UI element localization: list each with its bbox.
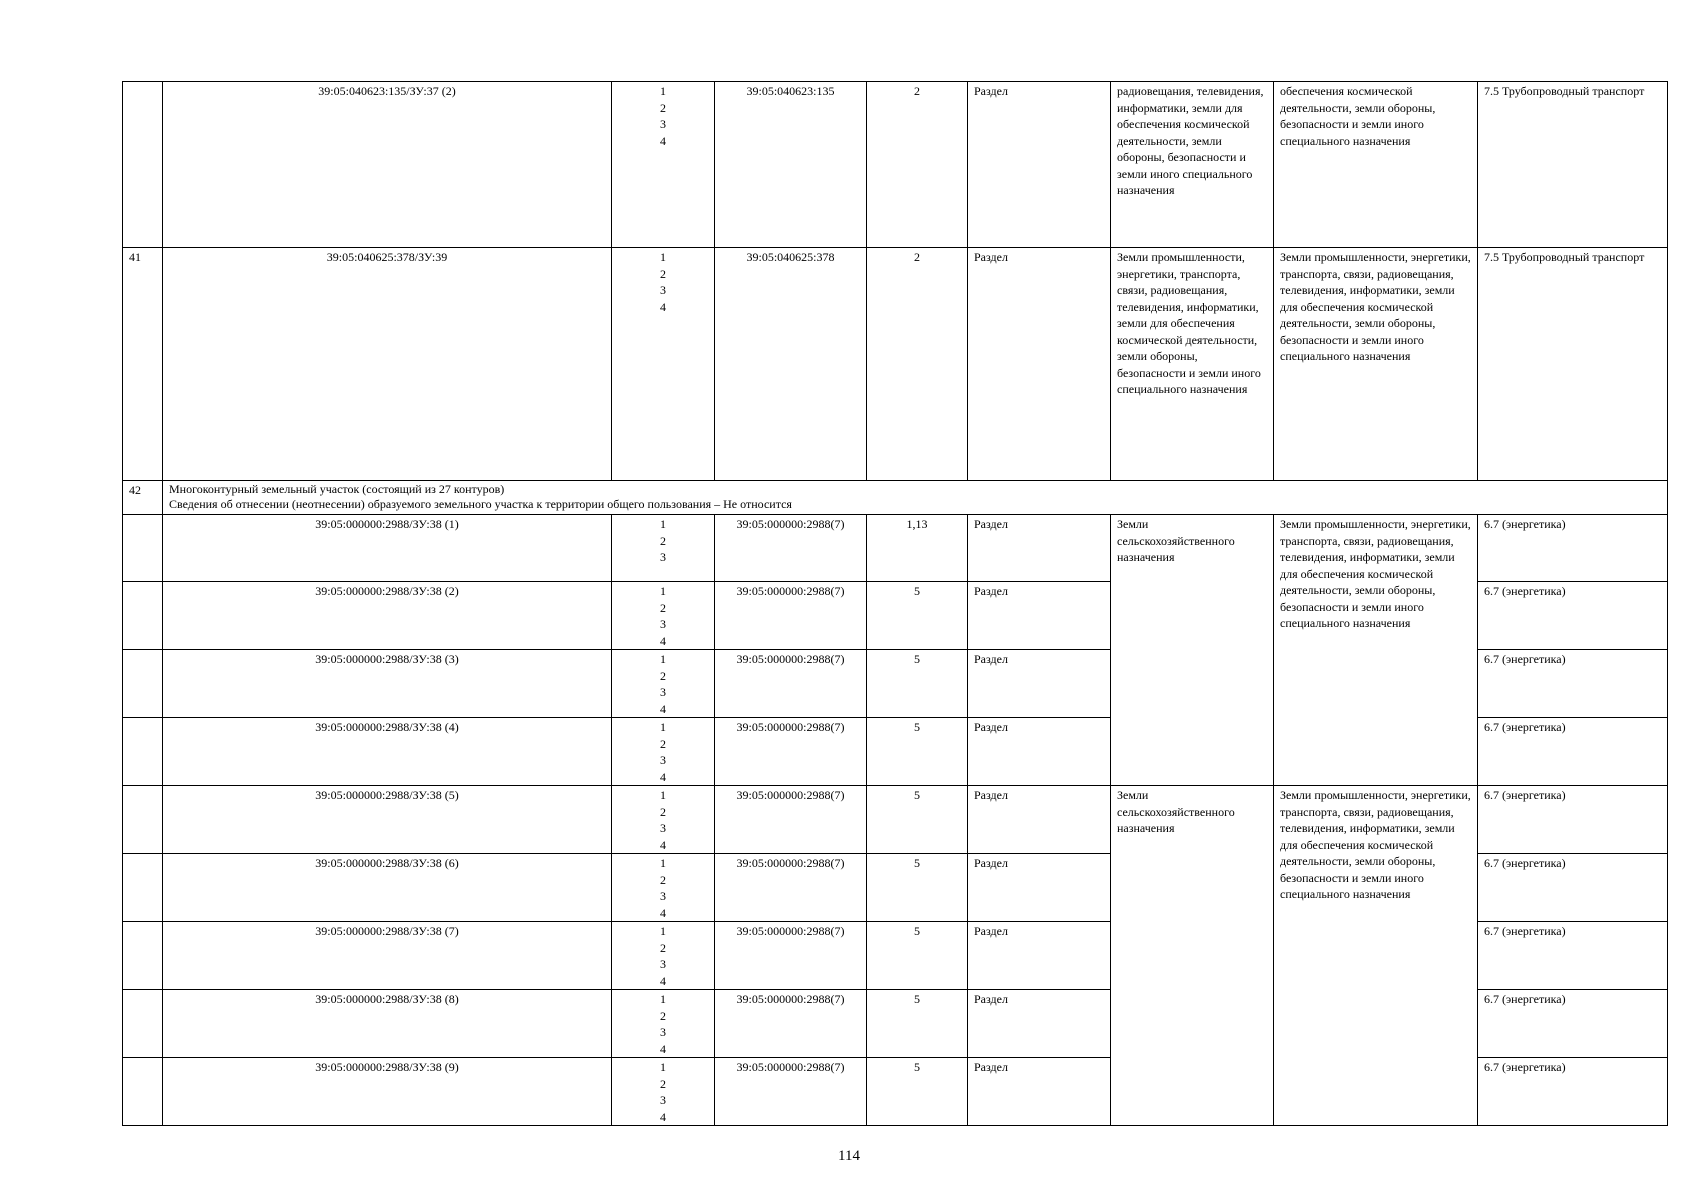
formation-method: Раздел: [968, 248, 1111, 481]
formation-method: Раздел: [968, 582, 1111, 650]
plot-id: 39:05:000000:2988/ЗУ:38 (3): [163, 650, 612, 718]
row-number: [123, 718, 163, 786]
plot-id: 39:05:000000:2988/ЗУ:38 (2): [163, 582, 612, 650]
row-number: 42: [123, 481, 163, 515]
land-category-new: обеспечения космической деятельности, земли обороны, безопасности и земли иного специального назначения: [1274, 82, 1478, 248]
plot-area: 2: [867, 248, 968, 481]
source-cadastral-number: 39:05:000000:2988(7): [715, 854, 867, 922]
section-note: Сведения об отнесении (неотнесении) образуемого земельного участка к территории общего пользования – Не относится: [169, 497, 792, 511]
land-plots-table: [122, 81, 1668, 1126]
plot-area: 5: [867, 582, 968, 650]
point-numbers: 1 2 3 4: [612, 650, 715, 718]
row-number: [123, 854, 163, 922]
source-cadastral-number: 39:05:000000:2988(7): [715, 922, 867, 990]
section-header-row: [123, 481, 1668, 515]
source-cadastral-number: 39:05:000000:2988(7): [715, 786, 867, 854]
plot-id: 39:05:000000:2988/ЗУ:38 (1): [163, 515, 612, 582]
formation-method: Раздел: [968, 718, 1111, 786]
point-numbers: 1 2 3 4: [612, 582, 715, 650]
plot-area: 5: [867, 786, 968, 854]
plot-id: 39:05:000000:2988/ЗУ:38 (9): [163, 1058, 612, 1126]
permitted-use: 6.7 (энергетика): [1478, 922, 1668, 990]
point-numbers: 1 2 3 4: [612, 854, 715, 922]
permitted-use: 6.7 (энергетика): [1478, 650, 1668, 718]
land-category-old: Земли сельскохозяйственного назначения: [1111, 515, 1274, 786]
source-cadastral-number: 39:05:000000:2988(7): [715, 650, 867, 718]
point-numbers: 1 2 3 4: [612, 248, 715, 481]
plot-area: 2: [867, 82, 968, 248]
row-number: [123, 786, 163, 854]
row-number: 41: [123, 248, 163, 481]
formation-method: Раздел: [968, 515, 1111, 582]
plot-area: 5: [867, 990, 968, 1058]
formation-method: Раздел: [968, 1058, 1111, 1126]
row-number: [123, 82, 163, 248]
permitted-use: 6.7 (энергетика): [1478, 786, 1668, 854]
permitted-use: 6.7 (энергетика): [1478, 718, 1668, 786]
plot-area: 5: [867, 854, 968, 922]
source-cadastral-number: 39:05:000000:2988(7): [715, 1058, 867, 1126]
table-row: [123, 248, 1668, 481]
table-row: [123, 786, 1668, 854]
row-number: [123, 582, 163, 650]
plot-id: 39:05:000000:2988/ЗУ:38 (7): [163, 922, 612, 990]
section-description: [163, 481, 1668, 515]
formation-method: Раздел: [968, 786, 1111, 854]
source-cadastral-number: 39:05:040625:378: [715, 248, 867, 481]
point-numbers: 1 2 3 4: [612, 922, 715, 990]
source-cadastral-number: 39:05:000000:2988(7): [715, 515, 867, 582]
section-title: Многоконтурный земельный участок (состоящий из 27 контуров): [169, 482, 505, 496]
plot-id: 39:05:000000:2988/ЗУ:38 (6): [163, 854, 612, 922]
source-cadastral-number: 39:05:040623:135: [715, 82, 867, 248]
point-numbers: 1 2 3: [612, 515, 715, 582]
row-number: [123, 922, 163, 990]
plot-id: 39:05:000000:2988/ЗУ:38 (5): [163, 786, 612, 854]
formation-method: Раздел: [968, 922, 1111, 990]
permitted-use: 7.5 Трубопроводный транспорт: [1478, 248, 1668, 481]
permitted-use: 6.7 (энергетика): [1478, 854, 1668, 922]
formation-method: Раздел: [968, 990, 1111, 1058]
plot-id: 39:05:040625:378/ЗУ:39: [163, 248, 612, 481]
source-cadastral-number: 39:05:000000:2988(7): [715, 582, 867, 650]
formation-method: Раздел: [968, 82, 1111, 248]
permitted-use: 6.7 (энергетика): [1478, 582, 1668, 650]
permitted-use: 6.7 (энергетика): [1478, 990, 1668, 1058]
permitted-use: 7.5 Трубопроводный транспорт: [1478, 82, 1668, 248]
point-numbers: 1 2 3 4: [612, 82, 715, 248]
land-category-old: Земли промышленности, энергетики, транспорта, связи, радиовещания, телевидения, информатики, земли для обеспечения космической деятельности, земли обороны, безопасности и земли иного специального назначения: [1111, 248, 1274, 481]
land-category-old: Земли сельскохозяйственного назначения: [1111, 786, 1274, 1126]
point-numbers: 1 2 3 4: [612, 786, 715, 854]
source-cadastral-number: 39:05:000000:2988(7): [715, 990, 867, 1058]
plot-area: 5: [867, 718, 968, 786]
row-number: [123, 1058, 163, 1126]
row-number: [123, 515, 163, 582]
permitted-use: 6.7 (энергетика): [1478, 515, 1668, 582]
plot-id: 39:05:000000:2988/ЗУ:38 (8): [163, 990, 612, 1058]
source-cadastral-number: 39:05:000000:2988(7): [715, 718, 867, 786]
row-number: [123, 990, 163, 1058]
formation-method: Раздел: [968, 650, 1111, 718]
land-category-old: радиовещания, телевидения, информатики, земли для обеспечения космической деятельности, земли обороны, безопасности и земли иного специального назначения: [1111, 82, 1274, 248]
land-category-new: Земли промышленности, энергетики, транспорта, связи, радиовещания, телевидения, информатики, земли для обеспечения космической деятельности, земли обороны, безопасности и земли иного специального назначения: [1274, 786, 1478, 1126]
table-row: [123, 515, 1668, 582]
page-number: 114: [838, 1148, 860, 1164]
plot-area: 5: [867, 650, 968, 718]
point-numbers: 1 2 3 4: [612, 718, 715, 786]
land-category-new: Земли промышленности, энергетики, транспорта, связи, радиовещания, телевидения, информатики, земли для обеспечения космической деятельности, земли обороны, безопасности и земли иного специального назначения: [1274, 515, 1478, 786]
table-row: [123, 82, 1668, 248]
land-category-new: Земли промышленности, энергетики, транспорта, связи, радиовещания, телевидения, информатики, земли для обеспечения космической деятельности, земли обороны, безопасности и земли иного специального назначения: [1274, 248, 1478, 481]
plot-area: 5: [867, 1058, 968, 1126]
plot-id: 39:05:040623:135/ЗУ:37 (2): [163, 82, 612, 248]
row-number: [123, 650, 163, 718]
plot-area: 1,13: [867, 515, 968, 582]
plot-id: 39:05:000000:2988/ЗУ:38 (4): [163, 718, 612, 786]
point-numbers: 1 2 3 4: [612, 1058, 715, 1126]
point-numbers: 1 2 3 4: [612, 990, 715, 1058]
formation-method: Раздел: [968, 854, 1111, 922]
plot-area: 5: [867, 922, 968, 990]
permitted-use: 6.7 (энергетика): [1478, 1058, 1668, 1126]
